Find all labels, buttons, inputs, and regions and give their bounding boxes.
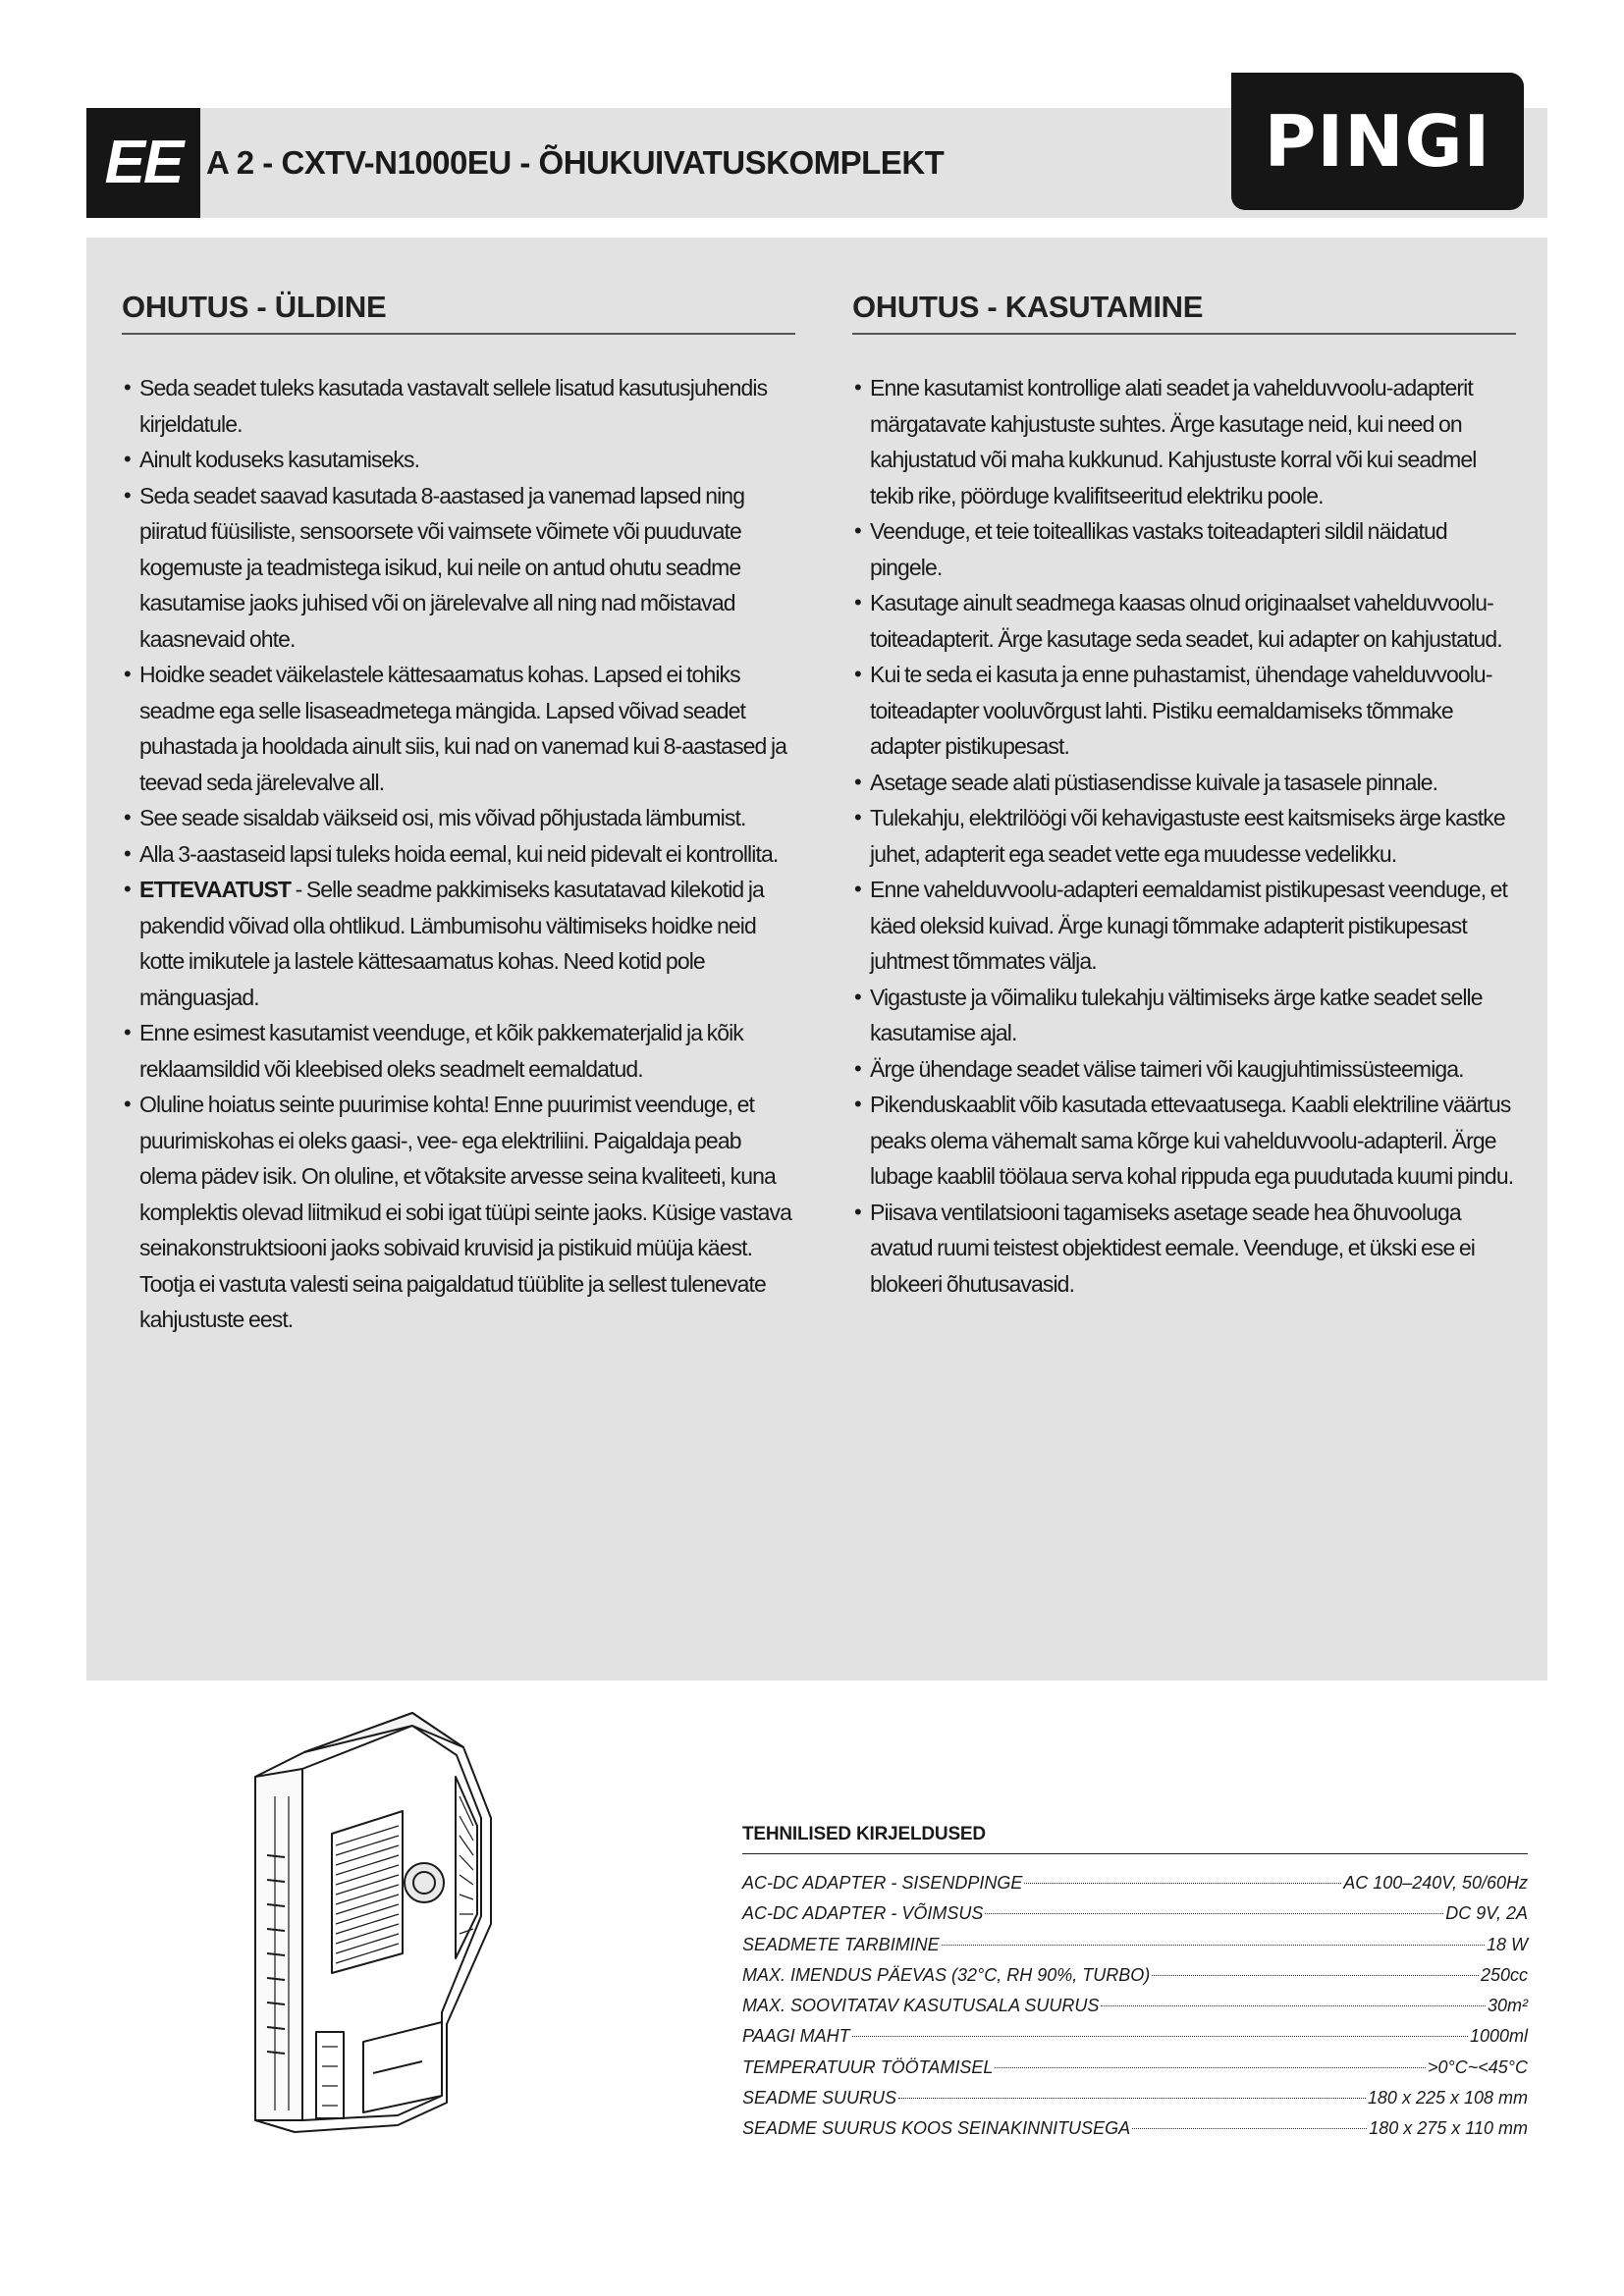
list-item-text: Seda seadet tuleks kasutada vastavalt sellele lisatud kasutusjuhendis kirjeldatule.: [139, 375, 768, 437]
spec-row: [742, 2021, 1528, 2052]
technical-specs: [742, 1824, 1528, 2145]
dot-leader: [1152, 1975, 1479, 1976]
spec-value: 180 x 275 x 110 mm: [1369, 2118, 1528, 2139]
spec-value: AC 100–240V, 50/60Hz: [1343, 1873, 1528, 1893]
list-item-text: - Selle seadme pakkimiseks kasutatavad kilekotid ja pakendid võivad olla ohtlikud. Lämbumisohu vältimiseks hoidke neid kotte imikutele ja lastele kättesaamatus kohas. Need kotid pole mänguasjad.: [139, 877, 764, 1010]
spec-label: AC-DC ADAPTER - VÕIMSUS: [742, 1903, 984, 1924]
list-item-text: Pikenduskaablit võib kasutada ettevaatusega. Kaabli elektriline väärtus peaks olema vähemalt sama kõrge kui vahelduvvoolu-adapteril. Ärge lubage kaablil töölaua serva kohal rippuda ega puudutada kuumi pindu.: [870, 1092, 1514, 1189]
list-item-text: Alla 3-aastaseid lapsi tuleks hoida eemal, kui neid pidevalt ei kontrollita.: [139, 840, 779, 867]
language-code: EE: [86, 108, 200, 218]
general-safety-item: [122, 800, 795, 836]
list-item-text: Tulekahju, elektrilöögi või kehavigastuste eest kaitsmiseks ärge kastke juhet, adapterit ega seadet vette ega muudesse vedelikku.: [870, 805, 1505, 867]
list-item-text: Veenduge, et teie toiteallikas vastaks toiteadapteri sildil näidatud pingele.: [870, 518, 1447, 580]
usage-safety-section: [852, 290, 1516, 1302]
general-safety-heading: OHUTUS - ÜLDINE: [122, 290, 795, 335]
spec-label: AC-DC ADAPTER - SISENDPINGE: [742, 1873, 1023, 1893]
dot-leader: [852, 2036, 1468, 2037]
spec-row: [742, 1868, 1528, 1898]
general-safety-item: [122, 1015, 795, 1087]
spec-label: TEMPERATUUR TÖÖTAMISEL: [742, 2056, 994, 2077]
spec-value: >0°C~<45°C: [1428, 2056, 1528, 2077]
spec-label: MAX. SOOVITATAV KASUTUSALA SUURUS: [742, 1996, 1100, 2016]
usage-safety-item: [852, 1051, 1516, 1088]
usage-safety-item: [852, 765, 1516, 801]
list-item-text: Ärge ühendage seadet välise taimeri või kaugjuhtimissüsteemiga.: [870, 1055, 1464, 1082]
spec-value: 1000ml: [1469, 2026, 1528, 2047]
specs-table: [742, 1868, 1528, 2145]
general-safety-section: [122, 290, 795, 1338]
warning-label: ETTEVAATUST: [139, 877, 292, 902]
spec-label: SEADMETE TARBIMINE: [742, 1934, 940, 1954]
general-safety-item: [122, 836, 795, 873]
list-item-text: Oluline hoiatus seinte puurimise kohta! Enne puurimist veenduge, et puurimiskohas ei oleks gaasi-, vee- ega elektriliini. Paigaldaja peab olema pädev isik. On oluline, et võtaksite arvesse seina kvaliteeti, kuna komplektis olevad liitmikud ei sobi igat tüüpi seinte jaoks. Küsige vastava seinakonstruktsiooni jaoks sobivaid kruvisid ja pistikuid müüja käest. Tootja ei vastuta valesti seina paigaldatud tüüblite ja sellest tulenevate kahjustuste eest.: [139, 1092, 791, 1332]
general-safety-item: [122, 1087, 795, 1338]
dot-leader: [985, 1913, 1443, 1914]
list-item-text: Asetage seade alati püstiasendisse kuivale ja tasasele pinnale.: [870, 769, 1438, 795]
dehumidifier-illustration: [245, 1708, 540, 2150]
spec-row: [742, 2053, 1528, 2083]
spec-value: 250cc: [1480, 1964, 1528, 1985]
spec-value: 180 x 225 x 108 mm: [1367, 2088, 1528, 2109]
brand-logo: PINGI: [1231, 73, 1524, 210]
general-safety-item: [122, 478, 795, 658]
usage-safety-item: [852, 370, 1516, 513]
list-item-text: Kasutage ainult seadmega kaasas olnud originaalset vahelduvvoolu-toiteadapterit. Ärge kasutage seda seadet, kui adapter on kahjustatud.: [870, 590, 1502, 652]
spec-label: PAAGI MAHT: [742, 2026, 850, 2047]
list-item-text: Piisava ventilatsiooni tagamiseks asetage seade hea õhuvooluga avatud ruumi teistest objektidest eemale. Veenduge, et ükski ese ei blokeeri õhutusavasid.: [870, 1199, 1475, 1297]
dot-leader: [1132, 2128, 1367, 2129]
spec-row: [742, 2113, 1528, 2144]
list-item-text: Seda seadet saavad kasutada 8-aastased ja vanemad lapsed ning piiratud füüsiliste, sensoorsete või vaimsete võimete või puuduvate kogemuste ja teadmistega isikud, kui neile on antud ohutu seadme kasutamise jaoks juhised või on järelevalve all ning nad mõistavad kaasnevaid ohte.: [139, 482, 745, 652]
list-item-text: Hoidke seadet väikelastele kättesaamatus kohas. Lapsed ei tohiks seadme ega selle lisaseadmetega mängida. Lapsed võivad seadet puhastada ja hooldada ainult siis, kui nad on vanemad kui 8-aastased ja teevad seda järelevalve all.: [139, 662, 787, 795]
general-safety-item: [122, 872, 795, 1015]
spec-row: [742, 1960, 1528, 1991]
general-safety-item: [122, 370, 795, 442]
spec-value: 18 W: [1486, 1934, 1528, 1954]
spec-row: [742, 2083, 1528, 2113]
spec-value: DC 9V, 2A: [1445, 1903, 1528, 1924]
spec-row: [742, 1930, 1528, 1960]
usage-safety-item: [852, 657, 1516, 765]
usage-safety-heading: OHUTUS - KASUTAMINE: [852, 290, 1516, 335]
spec-value: 30m²: [1487, 1996, 1528, 2016]
usage-safety-item: [852, 1195, 1516, 1303]
list-item-text: Kui te seda ei kasuta ja enne puhastamist, ühendage vahelduvvoolu-toiteadapter vooluvõrgust lahti. Pistiku eemaldamiseks tõmmake adapter pistikupesast.: [870, 662, 1492, 759]
spec-label: SEADME SUURUS: [742, 2088, 897, 2109]
spec-label: SEADME SUURUS KOOS SEINAKINNITUSEGA: [742, 2118, 1131, 2139]
page-title: A 2 - CXTV-N1000EU - ÕHUKUIVATUSKOMPLEKT: [206, 144, 945, 181]
specs-heading: TEHNILISED KIRJELDUSED: [742, 1824, 1528, 1854]
list-item-text: Enne kasutamist kontrollige alati seadet ja vahelduvvoolu-adapterit märgatavate kahjustuste suhtes. Ärge kasutage neid, kui need on kahjustatud või maha kukkunud. Kahjustuste korral või kui seadmel tekib rike, pöörduge kvalifitseeritud elektriku poole.: [870, 375, 1477, 508]
dot-leader: [942, 1945, 1485, 1946]
dot-leader: [1101, 2005, 1486, 2006]
usage-safety-item: [852, 585, 1516, 657]
usage-safety-list: [852, 370, 1516, 1302]
list-item-text: Ainult koduseks kasutamiseks.: [139, 447, 420, 472]
general-safety-item: [122, 657, 795, 800]
list-item-text: See seade sisaldab väikseid osi, mis võivad põhjustada lämbumist.: [139, 805, 746, 830]
spec-row: [742, 1991, 1528, 2021]
general-safety-item: [122, 442, 795, 478]
dot-leader: [898, 2098, 1366, 2099]
dot-leader: [995, 2067, 1426, 2068]
dot-leader: [1024, 1883, 1341, 1884]
usage-safety-item: [852, 980, 1516, 1051]
usage-safety-item: [852, 513, 1516, 585]
general-safety-list: [122, 370, 795, 1338]
usage-safety-item: [852, 800, 1516, 872]
list-item-text: Enne vahelduvvoolu-adapteri eemaldamist pistikupesast veenduge, et käed oleksid kuivad. Ärge kunagi tõmmake adapterit pistikupesast juhtmest tõmmates välja.: [870, 877, 1508, 974]
usage-safety-item: [852, 872, 1516, 980]
usage-safety-item: [852, 1087, 1516, 1195]
spec-label: MAX. IMENDUS PÄEVAS (32°C, RH 90%, TURBO): [742, 1964, 1151, 1985]
spec-row: [742, 1898, 1528, 1929]
list-item-text: Vigastuste ja võimaliku tulekahju vältimiseks ärge katke seadet selle kasutamise ajal.: [870, 984, 1483, 1045]
list-item-text: Enne esimest kasutamist veenduge, et kõik pakkematerjalid ja kõik reklaamsildid või kleebised oleks seadmelt eemaldatud.: [139, 1020, 743, 1082]
